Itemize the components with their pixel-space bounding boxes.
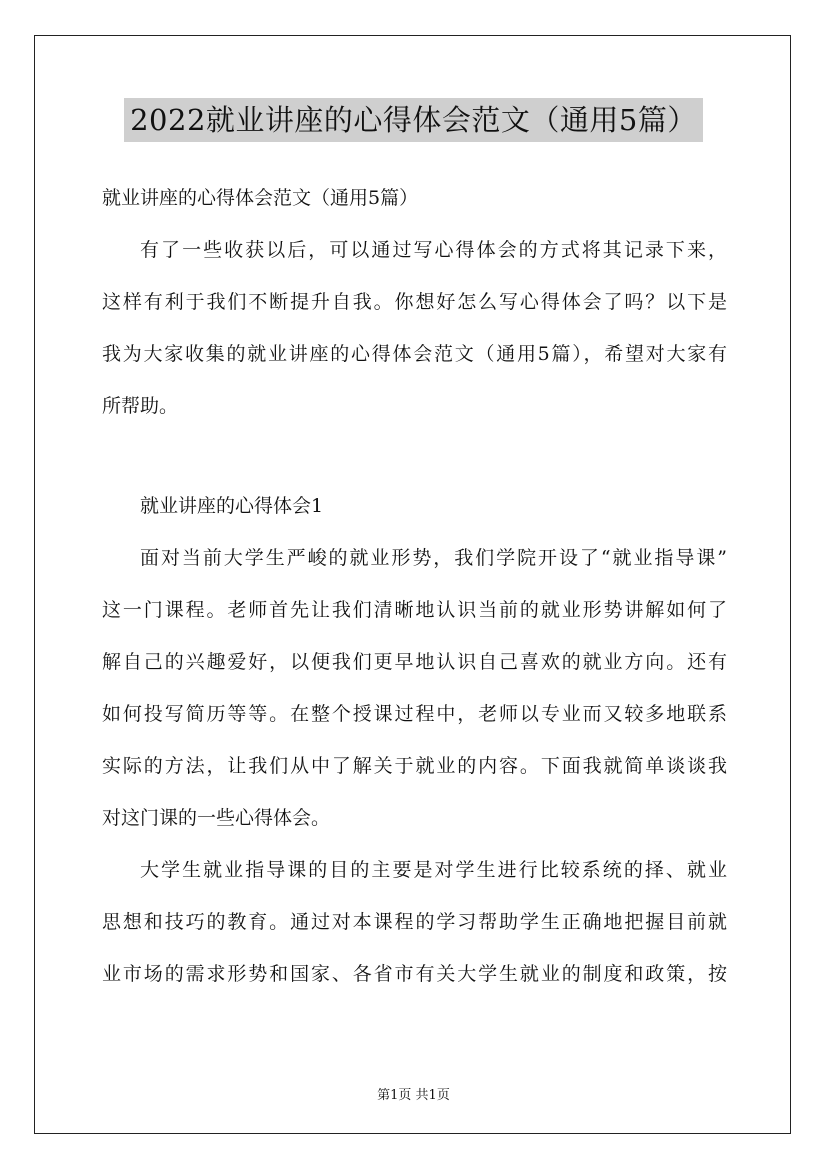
intro-line: 有了一些收获以后，可以通过写心得体会的方式将其记录下来，	[140, 239, 727, 261]
paragraph-1	[102, 532, 727, 844]
paragraph-line: 大学生就业指导课的目的主要是对学生进行比较系统的择、就业	[140, 859, 727, 881]
intro-line: 我为大家收集的就业讲座的心得体会范文（通用5篇），希望对大家有	[102, 343, 727, 365]
paragraph-line: 如何投写简历等等。在整个授课过程中，老师以专业而又较多地联系	[102, 703, 727, 725]
paragraph-line: 实际的方法，让我们从中了解关于就业的内容。下面我就简单谈谈我	[102, 755, 727, 777]
paragraph-line: 解自己的兴趣爱好，以便我们更早地认识自己喜欢的就业方向。还有	[102, 651, 727, 673]
page-footer: 第1页 共1页	[377, 1088, 450, 1103]
intro-line: 这样有利于我们不断提升自我。你想好怎么写心得体会了吗？以下是	[102, 291, 727, 313]
intro-paragraph	[102, 224, 727, 432]
paragraph-line: 对这门课的一些心得体会。	[102, 807, 331, 829]
section-heading: 就业讲座的心得体会1	[140, 495, 324, 517]
paragraph-line: 面对当前大学生严峻的就业形势，我们学院开设了“就业指导课”	[140, 547, 727, 569]
paragraph-line: 业市场的需求形势和国家、各省市有关大学生就业的制度和政策，按	[102, 963, 727, 985]
document-body	[102, 172, 727, 1000]
paragraph-line: 这一门课程。老师首先让我们清晰地认识当前的就业形势讲解如何了	[102, 599, 727, 621]
subtitle: 就业讲座的心得体会范文（通用5篇）	[102, 187, 419, 209]
document-title: 2022就业讲座的心得体会范文（通用5篇）	[124, 98, 703, 142]
intro-line: 所帮助。	[102, 395, 179, 417]
paragraph-line: 思想和技巧的教育。通过对本课程的学习帮助学生正确地把握目前就	[102, 911, 727, 933]
title-container	[0, 98, 827, 142]
paragraph-gap	[102, 432, 727, 480]
paragraph-2	[102, 844, 727, 1000]
